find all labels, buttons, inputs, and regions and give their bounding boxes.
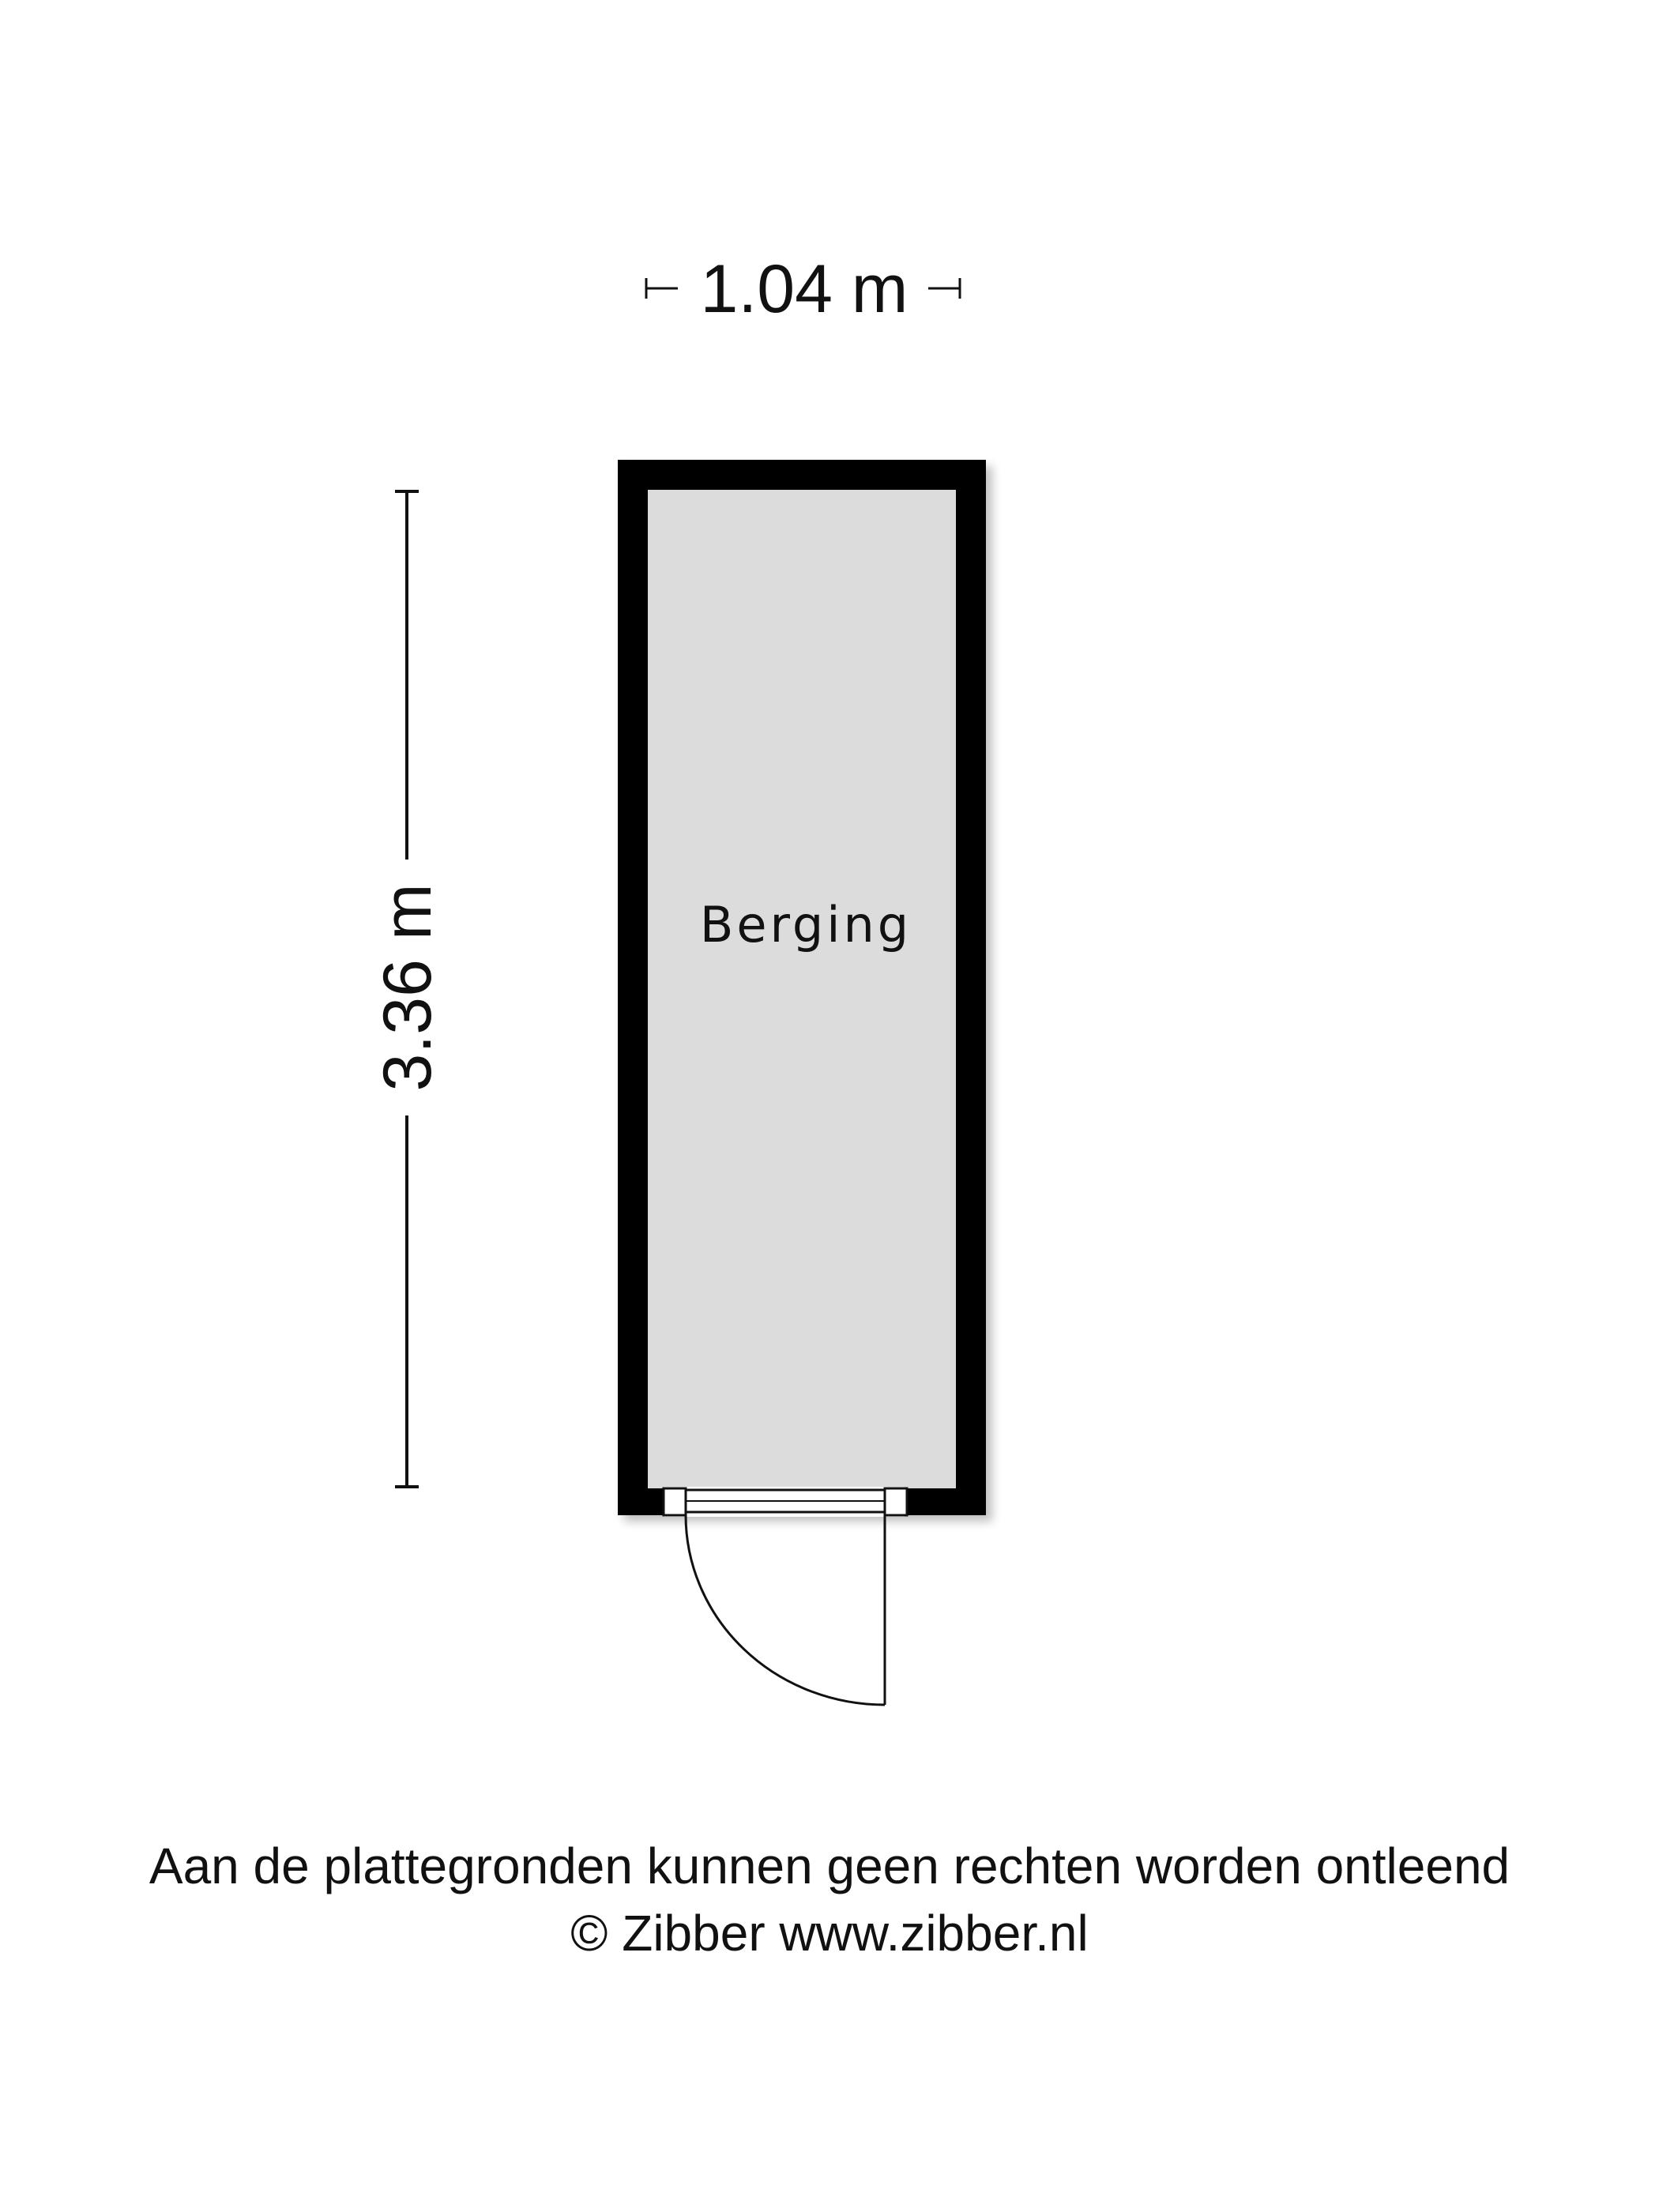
door-swing-arc [686,1515,885,1705]
disclaimer-text: Aan de plattegronden kunnen geen rechten worden ontleend [149,1838,1510,1894]
width-dimension-label: 1.04 m [700,251,908,327]
room-label: Berging [699,896,912,954]
width-dimension [646,251,960,327]
height-dimension [370,491,446,1487]
room-floor [648,490,956,1488]
copyright-text: © Zibber www.zibber.nl [570,1905,1089,1962]
door [664,1487,907,1705]
room-berging [618,460,986,1515]
height-dimension-label: 3.36 m [370,883,446,1092]
